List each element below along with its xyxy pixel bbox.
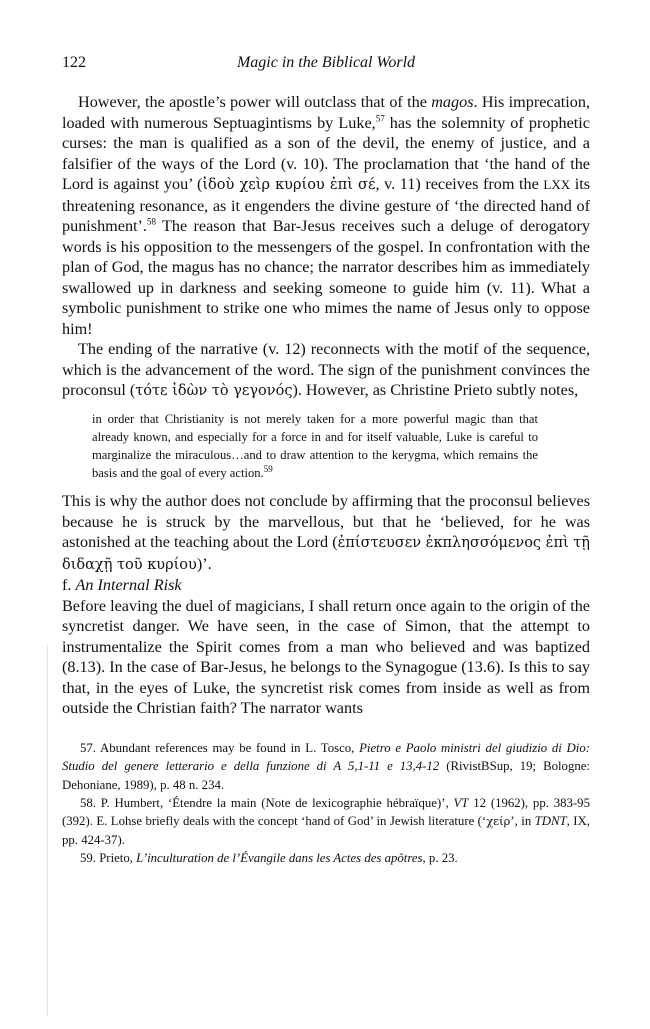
- text-run: 58. P. Humbert, ‘Étendre la main (Note de lexicographie hébraïque)’,: [80, 796, 454, 811]
- italic-title: VT: [453, 796, 469, 811]
- greek-quote: ἰδοὺ χεὶρ κυρίου ἐπὶ σέ: [202, 177, 376, 193]
- text-run: 59. Prieto,: [80, 851, 137, 866]
- page-number: 122: [62, 54, 86, 71]
- greek-quote: ἐπίστευσεν ἐκπλησσόμενος ἐπὶ τῇ διδαχῇ τοῦ κυρίου: [62, 535, 590, 573]
- book-page: [62, 54, 590, 868]
- footnote-ref-59[interactable]: 59: [263, 463, 273, 474]
- text-run: Before leaving the duel of magicians, I shall return once again to the origin of the syncretist danger. We have seen, in the case of Simon, that the attempt to instrumentalize the Spirit comes from a man who believed and was baptized (8.13). In the case of Bar-Jesus, he belongs to the Synagogue (13.6). Is this to say that, in the eyes of Luke, the syncretist risk comes from inside as well as from outside the Christian faith? The narrator wants: [62, 596, 590, 718]
- text-run: (RivistBSup, 19; Bologne: Dehoniane, 1989), p. 48 n. 234.: [62, 759, 590, 792]
- text-run: The reason that Bar-Jesus receives such a deluge of derogatory words is his opposition to the messengers of the gospel. In confrontation with the plan of God, the magus has no chance; the narrator describes him as immediately swallowed up in darkness and seeking someone to guide him (v. 11). What a symbolic punishment to strike one who mimes the name of Jesus only to oppose him!: [62, 217, 590, 338]
- text-run: )’.: [196, 554, 212, 573]
- paragraph-narrative-ending: [62, 339, 590, 402]
- text-run: . His imprecation, loaded with numerous Septuagintisms by Luke,: [62, 93, 590, 132]
- text-run: , v. 11) receives from the: [375, 175, 544, 193]
- paragraph-internal-risk: [62, 596, 590, 719]
- text-run: its threatening resonance, as it engenders the divine gesture of ‘the directed hand of punishment’.: [62, 175, 590, 235]
- text-run: ’, in: [510, 814, 535, 829]
- text-run: This is why the author does not conclude by affirming that the proconsul believes because he is struck by the marvellous, but that he ‘believed, for he was astonished at the teaching about the Lord (: [62, 492, 590, 552]
- section-letter: f.: [62, 576, 72, 595]
- paragraph-apostle-power: [62, 92, 590, 339]
- footnote-ref-57[interactable]: 57: [375, 113, 385, 124]
- body-text: [62, 92, 590, 719]
- text-run: 12 (1962), pp. 383-95 (392). E. Lohse briefly deals with the concept ‘hand of God’ in Jewish literature (‘: [62, 796, 590, 829]
- text-run: , p. 23.: [422, 851, 458, 866]
- italic-title: TDNT: [534, 814, 567, 829]
- text-run: ). However, as Christine Prieto subtly notes,: [292, 381, 579, 399]
- small-caps-abbrev: LXX: [543, 177, 571, 192]
- italic-term: magos: [431, 93, 474, 111]
- section-heading: [62, 575, 590, 596]
- section-title: An Internal Risk: [75, 576, 182, 595]
- footnote-59: [62, 849, 590, 867]
- text-run: , IX, pp. 424-37).: [62, 814, 590, 847]
- text-run: The ending of the narrative (v. 12) reconnects with the motif of the sequence, which is the advancement of the word. The sign of the punishment convinces the proconsul (: [62, 340, 590, 399]
- scan-edge-line: [47, 645, 48, 1015]
- running-title: Magic in the Biblical World: [236, 54, 416, 71]
- greek-word: χείρ: [486, 814, 511, 829]
- text-run: has the solemnity of prophetic curses: the man is qualified as a son of the devil, the enemy of justice, and a falsifier of the ways of the Lord (v. 10). The proclamation that ‘the hand of the Lord is against you’ (: [62, 113, 590, 193]
- paragraph-proconsul: [62, 491, 590, 575]
- footnotes: [62, 739, 590, 868]
- text-run: However, the apostle’s power will outclass that of the: [78, 93, 432, 111]
- quote-text: in order that Christianity is not merely taken for a more powerful magic than that already known, and especially for a force in and for itself valuable, Luke is careful to marginalize the miraculous…and to draw attention to the kerygma, which remains the basis and the goal of every action.: [92, 411, 538, 481]
- text-run: 57. Abundant references may be found in L. Tosco,: [80, 740, 360, 755]
- italic-title: L’inculturation de l’Évangile dans les Actes des apôtres: [136, 851, 423, 866]
- block-quote: [92, 410, 538, 483]
- footnote-58: [62, 794, 590, 849]
- footnote-57: [62, 739, 590, 794]
- footnote-ref-58[interactable]: 58: [146, 216, 156, 227]
- italic-title: Pietro e Paolo ministri del giudizio di Dio: Studio del genere letterario e della funzione di A 5,1-11 e 13,4-12: [62, 740, 590, 774]
- page-header: [62, 54, 590, 80]
- greek-quote: τότε ἰδὼν τὸ γεγονός: [135, 383, 293, 399]
